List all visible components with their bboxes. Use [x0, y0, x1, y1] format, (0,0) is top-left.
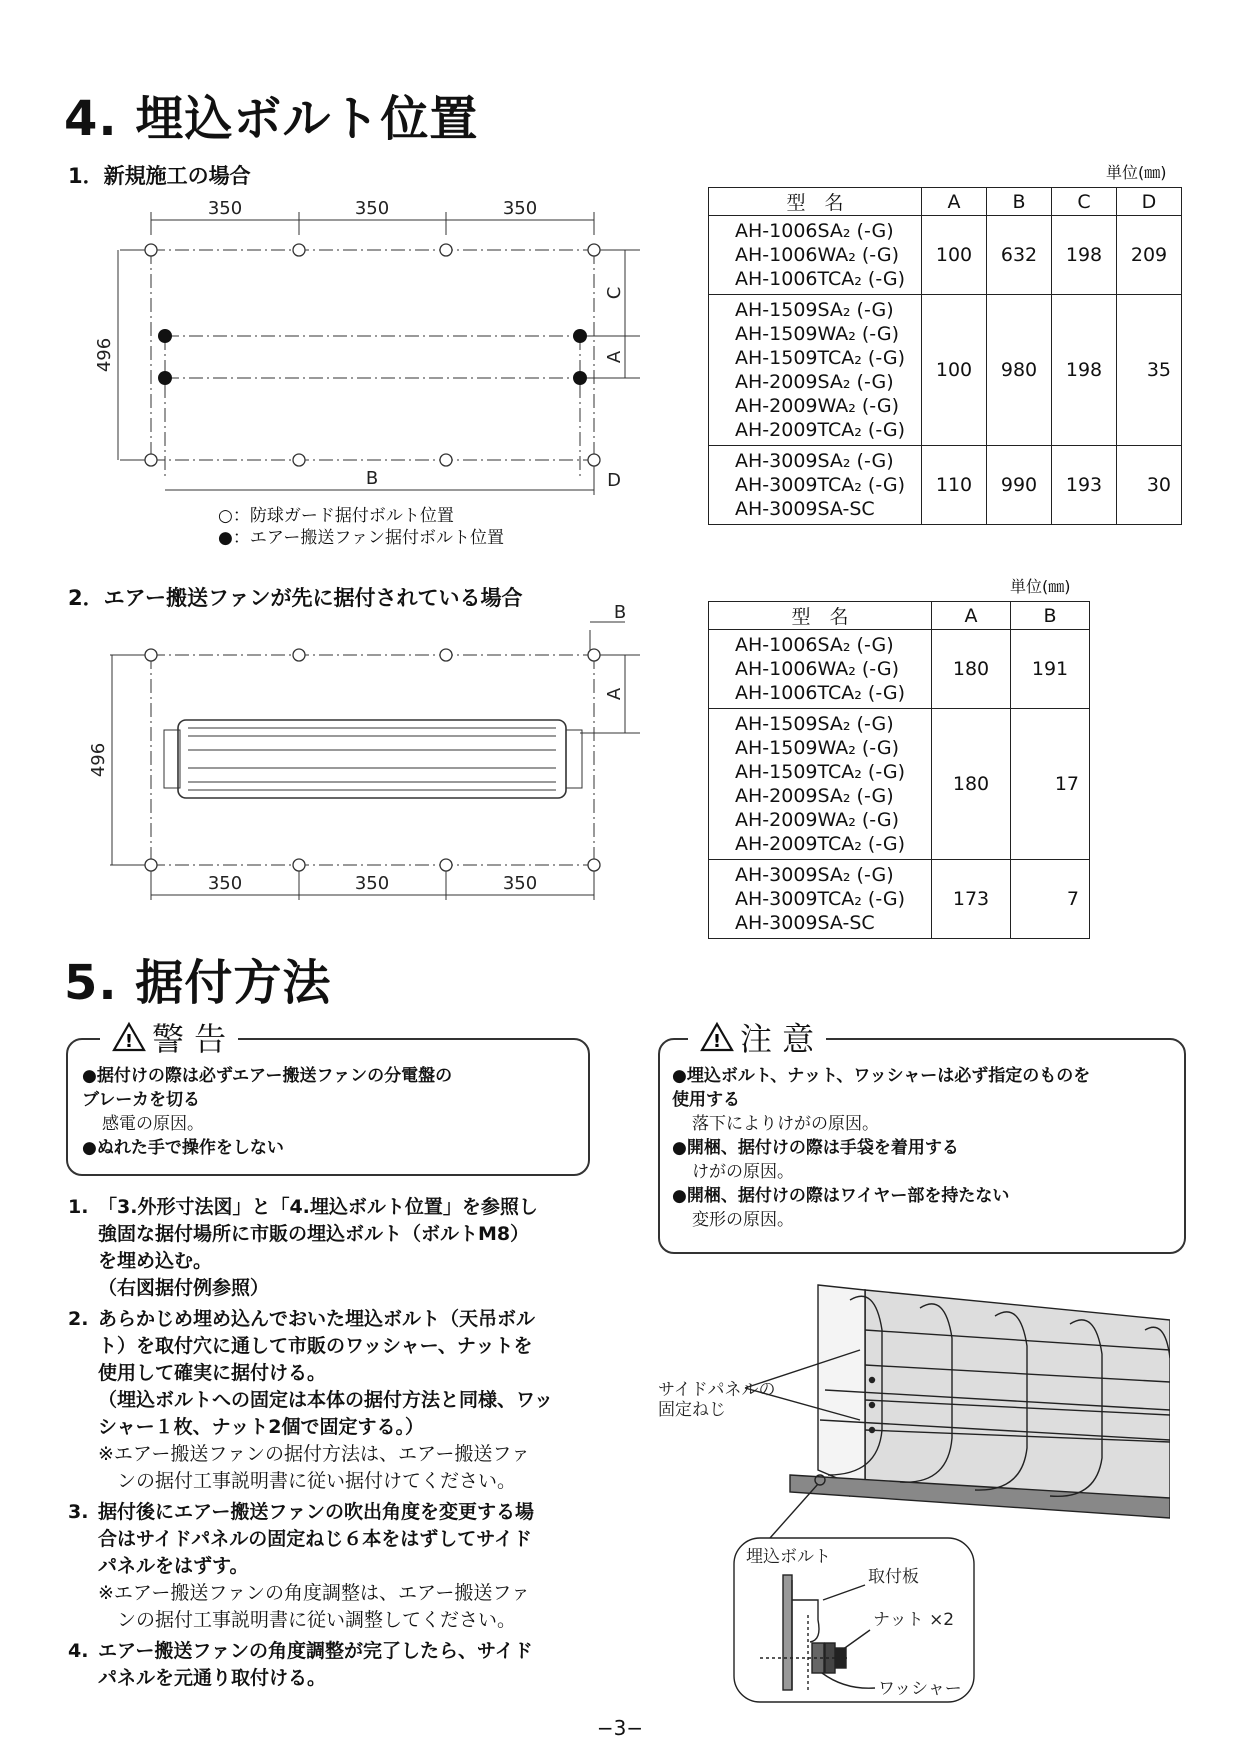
bolt-position-diagram-existing	[80, 600, 640, 910]
label-side-panel-screw-2: 固定ねじ	[658, 1400, 726, 1420]
value-A: 110	[922, 446, 987, 525]
value-C: 198	[1052, 295, 1117, 446]
dim-350-2: 350	[354, 198, 390, 219]
value-D: 209	[1117, 216, 1182, 295]
table1-header	[709, 188, 1182, 216]
value-D: 35	[1117, 295, 1182, 446]
table-row	[709, 630, 1090, 709]
legend-open-circle: ○：防球ガード据付ボルト位置	[218, 506, 454, 526]
table1-col-D: D	[1117, 188, 1182, 216]
section4-sub1: 1．新規施工の場合	[68, 164, 251, 188]
table1-unit: 単位(㎜)	[1106, 163, 1167, 182]
table2	[708, 601, 1090, 939]
table1-col-C: C	[1052, 188, 1117, 216]
installation-illustration	[650, 1270, 1170, 1710]
value-B: 632	[987, 216, 1052, 295]
value-A: 180	[932, 709, 1011, 860]
warning-item: ●据付けの際は必ずエアー搬送ファンの分電盤の ブレーカを切る	[82, 1066, 453, 1110]
table2-col-model: 型 名	[709, 602, 932, 630]
dim-B: B	[365, 468, 379, 489]
dim-D: D	[607, 470, 621, 491]
value-C: 193	[1052, 446, 1117, 525]
dim-350-3: 350	[502, 873, 538, 894]
step-item: 3. 据付後にエアー搬送ファンの吹出角度を変更する場 合はサイドパネルの固定ねじ６本をはずしてサイド パネルをはずす。 ※エアー搬送ファンの角度調整は、エアー搬送ファ ンの据付工事説明書に従い調整してください。	[68, 1501, 535, 1631]
caution-reason: 落下によりけがの原因。	[692, 1114, 879, 1134]
table2-header	[709, 602, 1090, 630]
table-row	[709, 860, 1090, 939]
dim-350-2: 350	[354, 873, 390, 894]
step-item: 2. あらかじめ埋め込んでおいた埋込ボルト（天吊ボル ト）を取付穴に通して市販のワッシャー、ナットを 使用して確実に据付ける。 （埋込ボルトへの固定は本体の据付方法と同様、ワッ シャー１枚、ナット2個で固定する。） ※エアー搬送ファンの据付方法は、エアー搬送ファ ンの据付工事説明書に従い据付けてください。	[68, 1308, 554, 1492]
value-B: 980	[987, 295, 1052, 446]
label-side-panel-screw-1: サイドパネルの	[658, 1380, 776, 1400]
caution-list	[672, 1064, 1178, 1232]
table-row	[709, 295, 1182, 446]
section4-sub2: 2．エアー搬送ファンが先に据付されている場合	[68, 586, 523, 610]
caution-title	[688, 1014, 826, 1060]
install-steps	[68, 1194, 598, 1696]
step-item: 1. 「3.外形寸法図」と「4.埋込ボルト位置」を参照し 強固な据付場所に市販の埋込ボルト（ボルトM8） を埋め込む。 （右図据付例参照）	[68, 1196, 538, 1299]
table2-col-B: B	[1011, 602, 1090, 630]
table1	[708, 187, 1182, 525]
table-row	[709, 709, 1090, 860]
model-cell: AH-3009SA₂ (-G) AH-3009TCA₂ (-G) AH-3009SA-SC	[709, 860, 932, 939]
step-item: 4. エアー搬送ファンの角度調整が完了したら、サイド パネルを元通り取付ける。	[68, 1640, 533, 1689]
dim-350-3: 350	[502, 198, 538, 219]
dim-A: A	[604, 687, 625, 701]
value-C: 198	[1052, 216, 1117, 295]
table2-unit: 単位(㎜)	[1010, 577, 1071, 596]
table-row	[709, 216, 1182, 295]
caution-title-text: 注 意	[740, 1020, 815, 1058]
value-A: 180	[932, 630, 1011, 709]
bolt-position-diagram-new	[80, 190, 640, 550]
caution-reason: けがの原因。	[692, 1162, 794, 1182]
warning-list	[82, 1064, 582, 1160]
model-cell: AH-1006SA₂ (-G) AH-1006WA₂ (-G) AH-1006TCA₂ (-G)	[709, 216, 922, 295]
label-embedded-bolt: 埋込ボルト	[746, 1547, 831, 1567]
table-row	[709, 446, 1182, 525]
value-B: 990	[987, 446, 1052, 525]
dim-B: B	[613, 602, 627, 623]
model-cell: AH-1509SA₂ (-G) AH-1509WA₂ (-G) AH-1509TCA₂ (-G) AH-2009SA₂ (-G) AH-2009WA₂ (-G) AH-2009TCA₂ (-G)	[709, 709, 932, 860]
dim-350-1: 350	[207, 873, 243, 894]
svg-text:!: !	[124, 1031, 134, 1052]
value-A: 100	[922, 216, 987, 295]
table1-col-B: B	[987, 188, 1052, 216]
value-B: 17	[1011, 709, 1090, 860]
caution-item: ●開梱、据付けの際は手袋を着用する	[672, 1138, 959, 1158]
table2-col-A: A	[932, 602, 1011, 630]
dim-A: A	[604, 350, 625, 364]
caution-item: ●開梱、据付けの際はワイヤー部を持たない	[672, 1186, 1010, 1206]
warning-icon	[112, 1021, 146, 1053]
caution-reason: 変形の原因。	[692, 1210, 794, 1230]
dim-496: 496	[88, 742, 109, 778]
value-B: 7	[1011, 860, 1090, 939]
svg-text:!: !	[712, 1031, 722, 1052]
table1-col-A: A	[922, 188, 987, 216]
caution-item: ●埋込ボルト、ナット、ワッシャーは必ず指定のものを 使用する	[672, 1066, 1091, 1110]
section4-title: 4. 埋込ボルト位置	[64, 91, 479, 147]
model-cell: AH-1006SA₂ (-G) AH-1006WA₂ (-G) AH-1006TCA₂ (-G)	[709, 630, 932, 709]
dim-496: 496	[94, 337, 115, 373]
label-washer: ワッシャー	[878, 1679, 962, 1699]
warning-title	[100, 1014, 238, 1060]
caution-icon	[700, 1021, 734, 1053]
legend-filled-circle: ●：エアー搬送ファン据付ボルト位置	[218, 528, 504, 548]
value-B: 191	[1011, 630, 1090, 709]
table1-col-model: 型 名	[709, 188, 922, 216]
warning-reason: 感電の原因。	[102, 1114, 204, 1134]
warning-item: ●ぬれた手で操作をしない	[82, 1138, 284, 1158]
label-nut: ナット ×2	[873, 1610, 955, 1630]
label-mounting-plate: 取付板	[868, 1567, 919, 1587]
diagram-legend	[218, 505, 504, 549]
page-number: −3−	[596, 1716, 644, 1740]
dim-350-1: 350	[207, 198, 243, 219]
value-A: 173	[932, 860, 1011, 939]
model-cell: AH-1509SA₂ (-G) AH-1509WA₂ (-G) AH-1509TCA₂ (-G) AH-2009SA₂ (-G) AH-2009WA₂ (-G) AH-2009TCA₂ (-G)	[709, 295, 922, 446]
value-D: 30	[1117, 446, 1182, 525]
dim-C: C	[604, 286, 625, 300]
warning-title-text: 警 告	[152, 1020, 227, 1058]
value-A: 100	[922, 295, 987, 446]
model-cell: AH-3009SA₂ (-G) AH-3009TCA₂ (-G) AH-3009SA-SC	[709, 446, 922, 525]
section5-title: 5. 据付方法	[64, 955, 332, 1011]
